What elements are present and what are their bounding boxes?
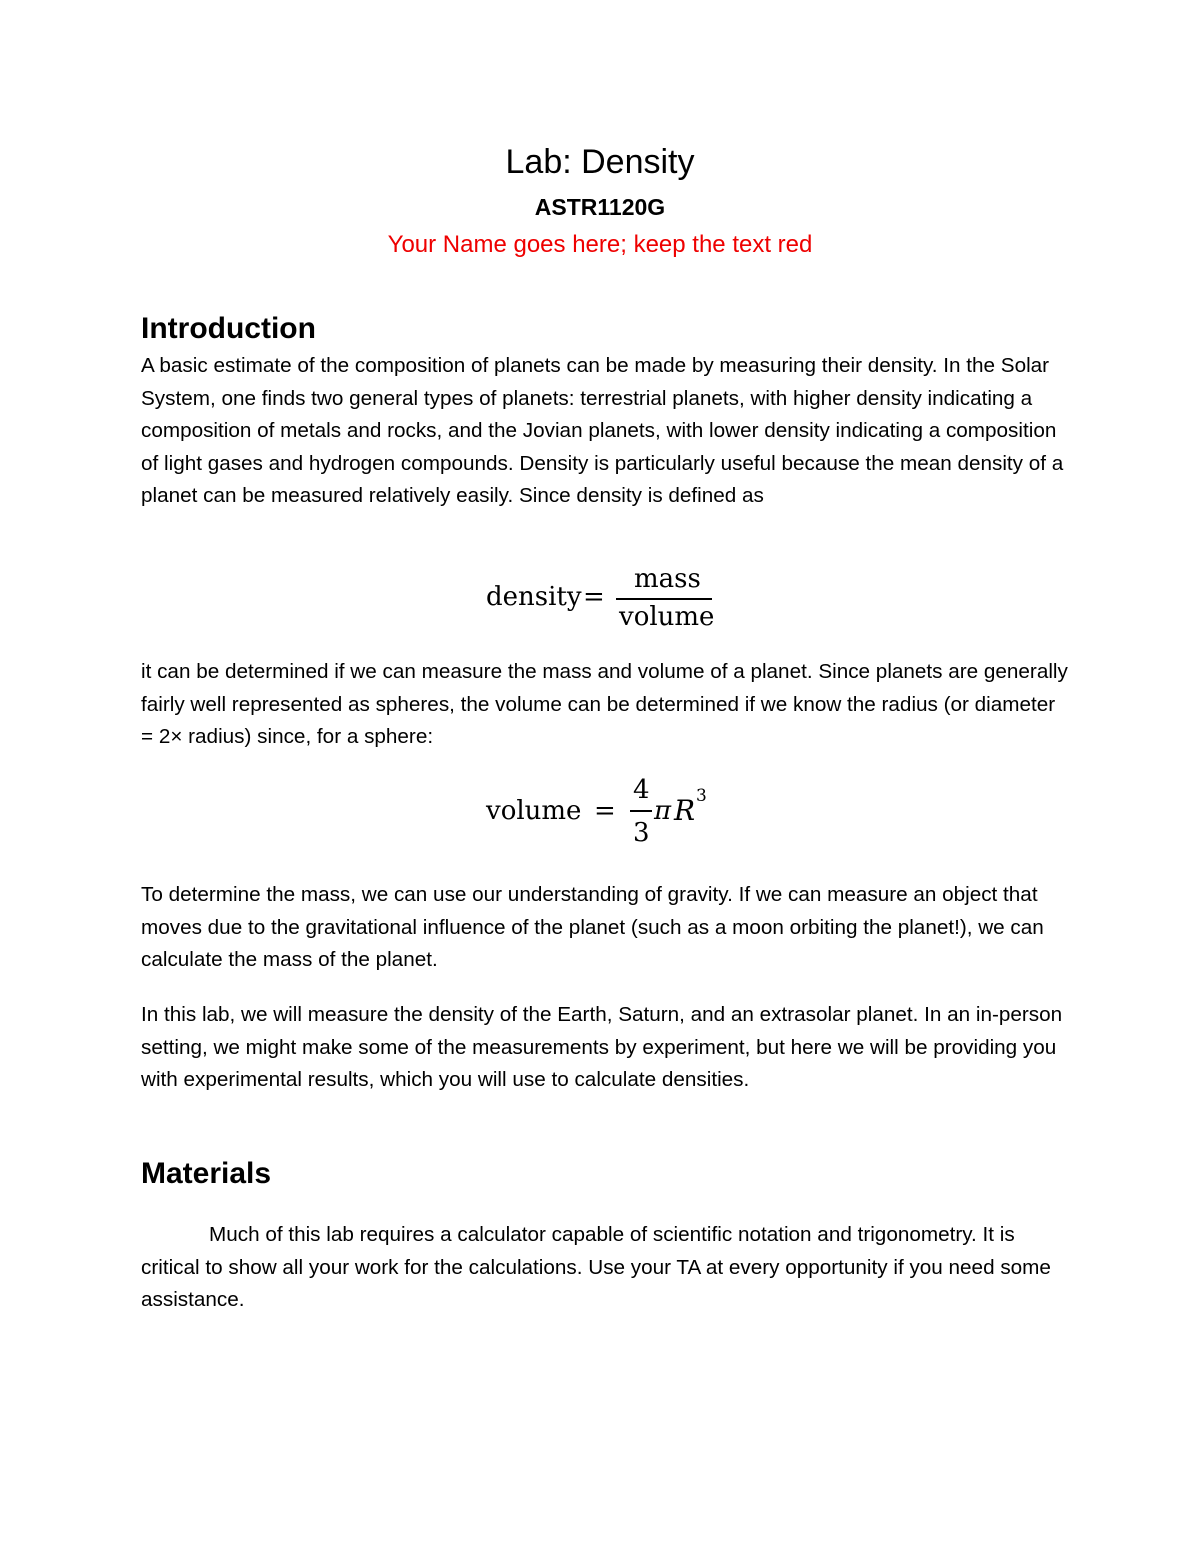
equation-numerator-4: 4 <box>633 775 650 805</box>
equation-lhs-volume: volume <box>486 796 582 826</box>
student-name-placeholder[interactable]: Your Name goes here; keep the text red <box>387 231 813 258</box>
equation-numerator-mass: mass <box>634 564 701 594</box>
equation-exponent-3: 3 <box>696 786 707 806</box>
introduction-paragraph-4: In this lab, we will measure the density of the Earth, Saturn, and an extrasolar planet. In an in-person setting, we might make some of the measurements by experiment, but here we will be providing you with experimental results, which you will use to calculate densities. <box>141 1003 1063 1092</box>
introduction-paragraph-2: it can be determined if we can measure the mass and volume of a planet. Since planets are generally fairly well represented as spheres, the volume can be determined if we know the radius (or diameter = 2× radius) since, for a sphere: <box>141 660 1068 749</box>
equation-equals-sign: = <box>594 796 616 826</box>
equation-denominator-3: 3 <box>633 818 650 848</box>
equation-pi: π <box>654 796 672 826</box>
introduction-paragraph-1: A basic estimate of the composition of planets can be made by measuring their density. In the Solar System, one finds two general types of planets: terrestrial planets, with higher density indicating a composition of metals and rocks, and the Jovian planets, with lower density indicating a composition of light gases and hydrogen compounds. Density is particularly useful because the mean density of a planet can be measured relatively easily. Since density is defined as <box>141 354 1064 508</box>
equation-denominator-volume: volume <box>619 602 715 632</box>
introduction-heading: Introduction <box>141 312 316 345</box>
equation-equals-sign: = <box>583 582 605 612</box>
materials-paragraph-1: Much of this lab requires a calculator capable of scientific notation and trigonometry. It is critical to show all your work for the calculations. Use your TA at every opportunity if you need some assistance. <box>141 1223 1051 1312</box>
fraction-bar <box>630 810 652 812</box>
materials-heading: Materials <box>141 1157 272 1190</box>
document-title: Lab: Density <box>505 143 695 181</box>
introduction-paragraph-3: To determine the mass, we can use our understanding of gravity. If we can measure an object that moves due to the gravitational influence of the planet (such as a moon orbiting the planet!), we can calculate the mass of the planet. <box>141 883 1044 972</box>
equation-variable-r: R <box>674 794 696 827</box>
fraction-bar <box>616 598 712 600</box>
volume-equation <box>486 772 726 854</box>
equation-lhs-density: density <box>486 582 582 612</box>
course-code: ASTR1120G <box>534 194 666 220</box>
density-equation <box>486 560 726 640</box>
